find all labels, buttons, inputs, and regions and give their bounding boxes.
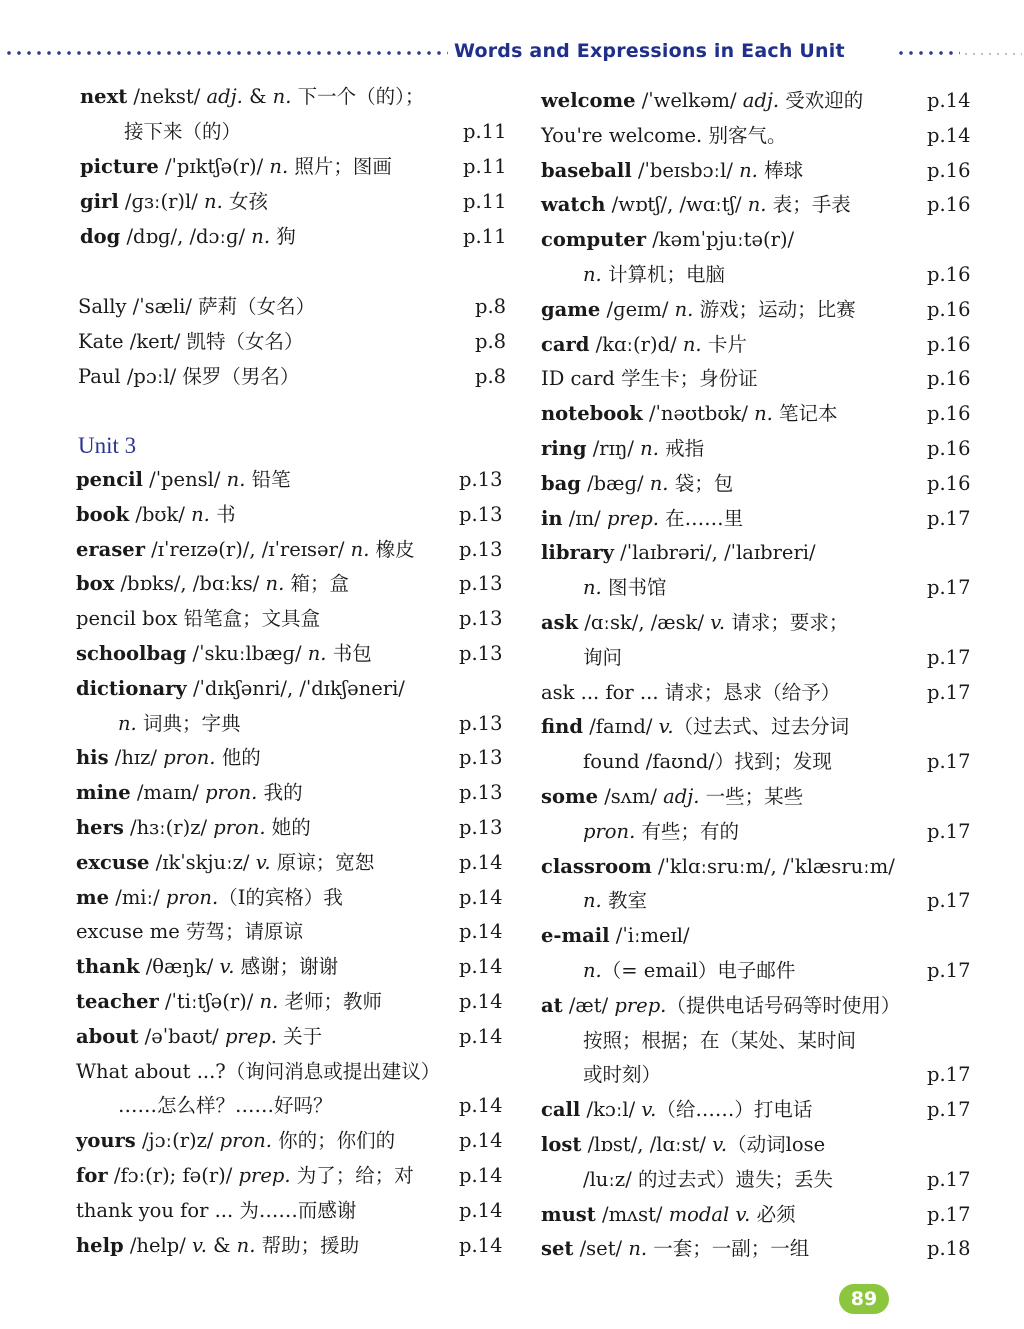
header-title: Words and Expressions in Each Unit [454,40,845,62]
vocab-entry: welcome /ˈwelkəm/ adj. 受欢迎的 [541,89,864,112]
entry-page-ref: p.16 [927,471,971,495]
entry-page-ref: p.16 [927,367,971,391]
entry-page-ref: p.13 [459,502,503,526]
entry-page-ref: p.14 [459,990,503,1013]
vocab-entry: pron. 有些；有的 [583,819,740,843]
entry-page-ref: p.18 [927,1237,971,1261]
vocab-entry: game /ɡeɪm/ n. 游戏；运动；比赛 [541,297,856,321]
vocab-entry: dictionary /ˈdɪkʃənri/, /ˈdɪkʃəneri/ [76,676,405,700]
entry-page-ref: p.16 [927,193,971,217]
entry-page-ref: p.14 [459,1164,503,1187]
vocab-entry: You're welcome. 别客气。 [541,123,787,147]
vocab-entry: eraser /ɪˈreɪzə(r)/, /ɪˈreɪsər/ n. 橡皮 [76,537,415,561]
entry-page-ref: p.8 [475,365,507,388]
entry-page-ref: p.13 [459,468,503,491]
entry-page-ref: p.17 [927,959,971,982]
vocab-entry: pencil /ˈpensl/ n. 铅笔 [76,468,291,491]
entry-page-ref: p.16 [927,158,971,182]
unit-heading: Unit 3 [78,433,137,458]
vocab-entry: n. 图书馆 [583,576,667,600]
vocab-entry: computer /kəmˈpjuːtə(r)/ [541,228,795,252]
vocab-entry: /luːz/ 的过去式）遗失；丢失 [583,1167,833,1191]
vocab-entry: 按照；根据；在（某处、某时间 [583,1028,857,1052]
entry-page-ref: p.14 [459,1094,503,1118]
entry-page-ref: p.11 [463,155,507,178]
entry-page-ref: p.17 [927,576,971,600]
vocab-entry: ask /ɑːsk/, /æsk/ v. 请求；要求； [541,611,849,634]
vocab-entry: about /əˈbaʊt/ prep. 关于 [76,1024,323,1048]
entry-page-ref: p.17 [927,1063,971,1087]
vocab-entry: n.（= email）电子邮件 [583,959,796,982]
vocab-entry: box /bɒks/, /bɑːks/ n. 箱；盒 [76,572,349,596]
entry-page-ref: p.17 [927,750,971,774]
vocab-entry: n. 计算机；电脑 [583,263,725,286]
vocab-entry: Kate /keɪt/ 凯特（女名） [78,330,304,353]
vocab-entry: What about ...?（询问消息或提出建议） [76,1059,441,1083]
vocab-entry: thank /θæŋk/ v. 感谢；谢谢 [76,955,339,979]
vocab-entry: book /bʊk/ n. 书 [76,502,236,526]
entry-page-ref: p.14 [459,1129,503,1153]
vocab-entry: must /mʌst/ modal v. 必须 [541,1202,796,1226]
entry-page-ref: p.14 [459,955,503,979]
vocab-entry: next /nekst/ adj. & n. 下一个（的）； [80,85,425,108]
vocab-entry: excuse me 劳驾；请原谅 [76,920,303,944]
entry-page-ref: p.14 [459,1198,503,1222]
entry-page-ref: p.13 [459,711,503,735]
vocab-entry: n. 词典；字典 [118,711,241,735]
entry-page-ref: p.8 [475,330,507,353]
entry-page-ref: p.17 [927,680,971,704]
vocab-entry: 询问 [583,645,623,669]
vocab-entry: found /faʊnd/）找到；发现 [583,750,832,774]
vocab-entry: set /set/ n. 一套；一副；一组 [541,1237,810,1261]
entry-page-ref: p.13 [459,572,503,596]
entry-page-ref: p.17 [927,645,971,669]
vocab-entry: dog /dɒɡ/, /dɔːɡ/ n. 狗 [80,225,296,248]
entry-page-ref: p.11 [463,190,507,213]
vocab-entry: help /help/ v. & n. 帮助；援助 [76,1233,360,1257]
entry-page-ref: p.14 [459,1024,503,1048]
vocab-entry: pencil box 铅笔盒；文具盒 [76,607,321,631]
entry-page-ref: p.11 [463,225,507,248]
vocab-entry: call /kɔːl/ v.（给……）打电话 [541,1098,813,1122]
vocab-entry: excuse /ɪkˈskjuːz/ v. 原谅；宽恕 [76,850,375,874]
entry-page-ref: p.13 [459,607,503,631]
vocab-entry: notebook /ˈnəʊtbʊk/ n. 笔记本 [541,402,838,426]
entry-page-ref: p.14 [459,850,503,874]
entry-page-ref: p.14 [927,123,971,147]
entry-page-ref: p.13 [459,537,503,561]
entry-page-ref: p.16 [927,332,971,356]
entry-page-ref: p.17 [927,506,971,530]
vocab-entry: 或时刻） [583,1063,662,1087]
entry-page-ref: p.17 [927,1167,971,1191]
entry-page-ref: p.14 [459,1233,503,1257]
entry-page-ref: p.13 [459,781,503,805]
entry-page-ref: p.16 [927,263,971,286]
vocab-entry: lost /lɒst/, /lɑːst/ v.（动词lose [541,1133,826,1156]
vocab-entry: at /æt/ prep.（提供电话号码等时使用） [541,993,901,1017]
vocab-entry: me /miː/ pron.（I的宾格）我 [76,885,343,909]
entry-page-ref: p.14 [927,89,971,112]
entry-page-ref: p.16 [927,297,971,321]
entry-page-ref: p.16 [927,402,971,426]
vocab-entry: his /hɪz/ pron. 他的 [76,746,261,770]
vocab-entry: Paul /pɔːl/ 保罗（男名） [78,365,300,388]
entry-page-ref: p.17 [927,819,971,843]
vocab-entry: thank you for ... 为……而感谢 [76,1198,357,1222]
vocab-entry: for /fɔː(r); fə(r)/ prep. 为了；给；对 [76,1164,414,1187]
vocab-entry: hers /hɜː(r)z/ pron. 她的 [76,816,311,839]
entry-page-ref: p.13 [459,816,503,839]
vocab-entry: card /kɑː(r)d/ n. 卡片 [541,332,747,356]
entry-page-ref: p.13 [459,746,503,770]
entry-page-ref: p.11 [463,120,507,143]
vocab-entry: ask ... for ... 请求；恳求（给予） [541,680,841,704]
vocab-entry: picture /ˈpɪktʃə(r)/ n. 照片；图画 [80,155,392,178]
vocab-entry: schoolbag /ˈskuːlbæɡ/ n. 书包 [76,642,372,665]
entry-page-ref: p.13 [459,642,503,665]
vocab-entry: girl /ɡɜː(r)l/ n. 女孩 [80,190,268,213]
vocab-entry: library /ˈlaɪbrəri/, /ˈlaɪbreri/ [541,541,816,565]
vocab-entry: watch /wɒtʃ/, /wɑːtʃ/ n. 表；手表 [541,193,851,217]
vocab-entry: ……怎么样？……好吗？ [118,1094,333,1118]
vocab-entry: ID card 学生卡；身份证 [541,367,758,391]
entry-page-ref: p.16 [927,437,971,460]
entry-page-ref: p.14 [459,920,503,944]
vocab-entry: in /ɪn/ prep. 在……里 [541,506,744,530]
entry-page-ref: p.14 [459,885,503,909]
vocab-entry: mine /maɪn/ pron. 我的 [76,781,303,805]
vocab-entry: ring /rɪŋ/ n. 戒指 [541,437,705,460]
vocab-entry: classroom /ˈklɑːsruːm/, /ˈklæsruːm/ [541,854,895,878]
vocab-entry: some /sʌm/ adj. 一些；某些 [541,785,804,808]
entry-page-ref: p.17 [927,1202,971,1226]
page-number-badge: 89 [839,1284,889,1314]
vocab-entry: baseball /ˈbeɪsbɔːl/ n. 棒球 [541,158,804,182]
vocab-entry: n. 教室 [583,889,647,913]
vocab-entry: e-mail /ˈiːmeɪl/ [541,924,690,948]
vocab-entry: teacher /ˈtiːtʃə(r)/ n. 老师；教师 [76,990,382,1013]
vocab-entry: yours /jɔː(r)z/ pron. 你的；你们的 [76,1129,396,1153]
vocab-entry: Sally /ˈsæli/ 萨莉（女名） [78,295,316,318]
vocab-entry: 接下来（的） [124,120,242,143]
vocab-entry: find /faɪnd/ v.（过去式、过去分词 [541,715,850,739]
entry-page-ref: p.17 [927,889,971,913]
entry-page-ref: p.8 [475,295,507,318]
vocab-entry: bag /bæɡ/ n. 袋；包 [541,471,734,495]
entry-page-ref: p.17 [927,1098,971,1122]
